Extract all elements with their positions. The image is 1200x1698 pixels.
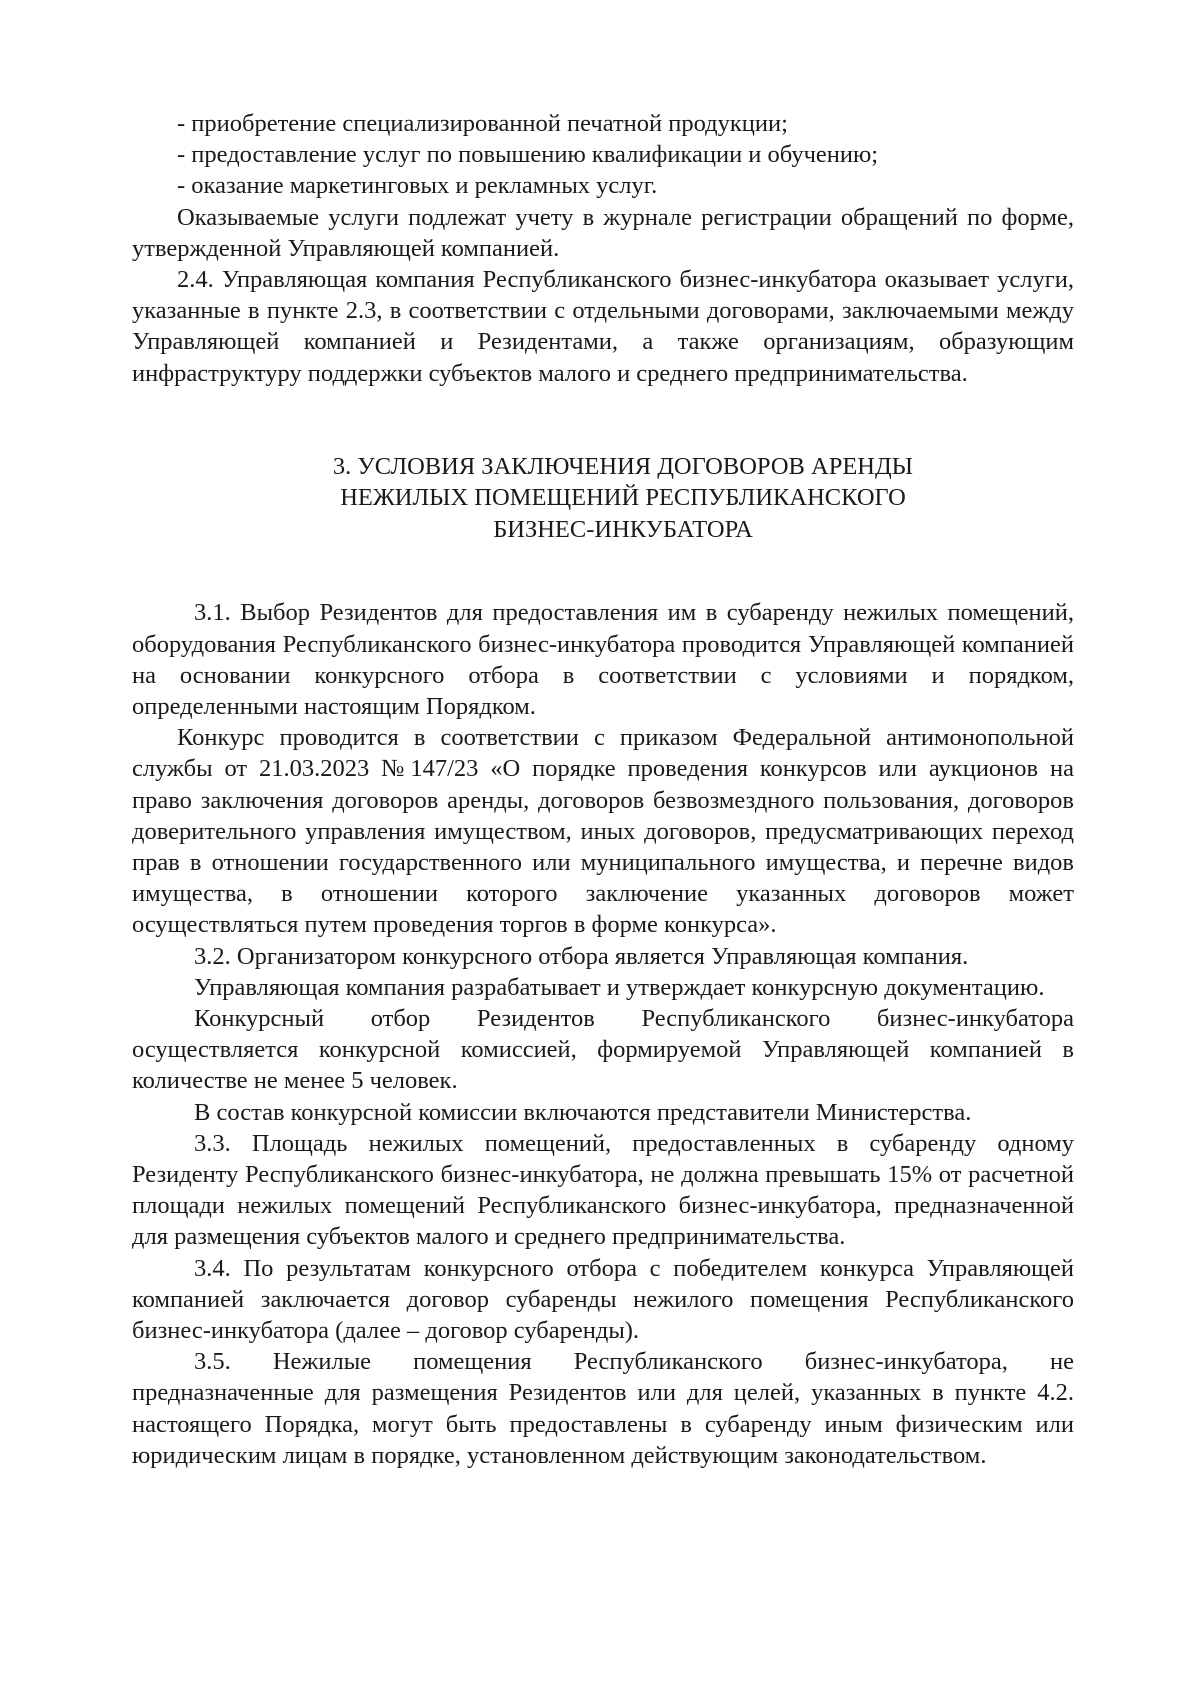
documentation-paragraph: Управляющая компания разрабатывает и утверждает конкурсную документацию. (194, 973, 1045, 1001)
document-page (132, 108, 1074, 1471)
list-item: - оказание маркетинговых и рекламных услуг. (177, 172, 658, 200)
heading-line: НЕЖИЛЫХ ПОМЕЩЕНИЙ РЕСПУБЛИКАНСКОГО (340, 484, 906, 512)
section-3-heading (132, 451, 1074, 546)
paragraph-3-5: 3.5. Нежилые помещения Республиканского бизнес-инкубатора, не предназначенные для размещения Резидентов или для целей, указанных в пункте 4.2. настоящего Порядка, могут быть предоставлены в субаренду иным физическим или юридическим лицам в порядке, установленном действующим законодательством. (132, 1348, 1074, 1469)
ministry-paragraph: В состав конкурсной комиссии включаются представители Министерства. (194, 1098, 972, 1126)
paragraph-3-3: 3.3. Площадь нежилых помещений, предоставленных в субаренду одному Резиденту Республиканского бизнес-инкубатора, не должна превышать 15% от расчетной площади нежилых помещений Республиканского бизнес-инкубатора, предназначенной для размещения субъектов малого и среднего предпринимательства. (132, 1129, 1074, 1251)
paragraph-3-4: 3.4. По результатам конкурсного отбора с победителем конкурса Управляющей компанией заключается договор субаренды нежилого помещения Республиканского бизнес-инкубатора (далее – договор субаренды). (132, 1254, 1074, 1344)
list-item: - предоставление услуг по повышению квалификации и обучению; (177, 141, 879, 169)
list-item: - приобретение специализированной печатной продукции; (177, 110, 788, 137)
paragraph-3-1: 3.1. Выбор Резидентов для предоставления им в субаренду нежилых помещений, оборудования Республиканского бизнес-инкубатора проводится Управляющей компанией на основании конкурсного отбора в соответствии с условиями и порядком, определенными настоящим Порядком. (132, 599, 1074, 720)
heading-line: 3. УСЛОВИЯ ЗАКЛЮЧЕНИЯ ДОГОВОРОВ АРЕНДЫ (332, 452, 914, 480)
heading-line: БИЗНЕС-ИНКУБАТОРА (493, 515, 753, 543)
commission-paragraph: Конкурсный отбор Резидентов Республиканского бизнес-инкубатора осуществляется конкурсной комиссией, формируемой Управляющей компанией в количестве не менее 5 человек. (132, 1004, 1074, 1095)
paragraph-2-4: 2.4. Управляющая компания Республиканского бизнес-инкубатора оказывает услуги, указанные в пункте 2.3, в соответствии с отдельными договорами, заключаемыми между Управляющей компанией и Резидентами, а также организациям, образующим инфраструктуру поддержки субъектов малого и среднего предпринимательства. (132, 266, 1074, 387)
services-note-paragraph: Оказываемые услуги подлежат учету в журнале регистрации обращений по форме, утвержденной Управляющей компанией. (132, 203, 1074, 262)
paragraph-3-2: 3.2. Организатором конкурсного отбора является Управляющая компания. (194, 942, 969, 970)
contest-paragraph: Конкурс проводится в соответствии с приказом Федеральной антимонопольной службы от 21.03.2023 №147/23 «О порядке проведения конкурсов или аукционов на право заключения договоров аренды, договоров безвозмездного пользования, договоров доверительного управления имуществом, иных договоров, предусматривающих переход прав в отношении государственного или муниципального имущества, и перечне видов имущества, в отношении которого заключение указанных договоров может осуществляться путем проведения торгов в форме конкурса». (132, 724, 1074, 939)
